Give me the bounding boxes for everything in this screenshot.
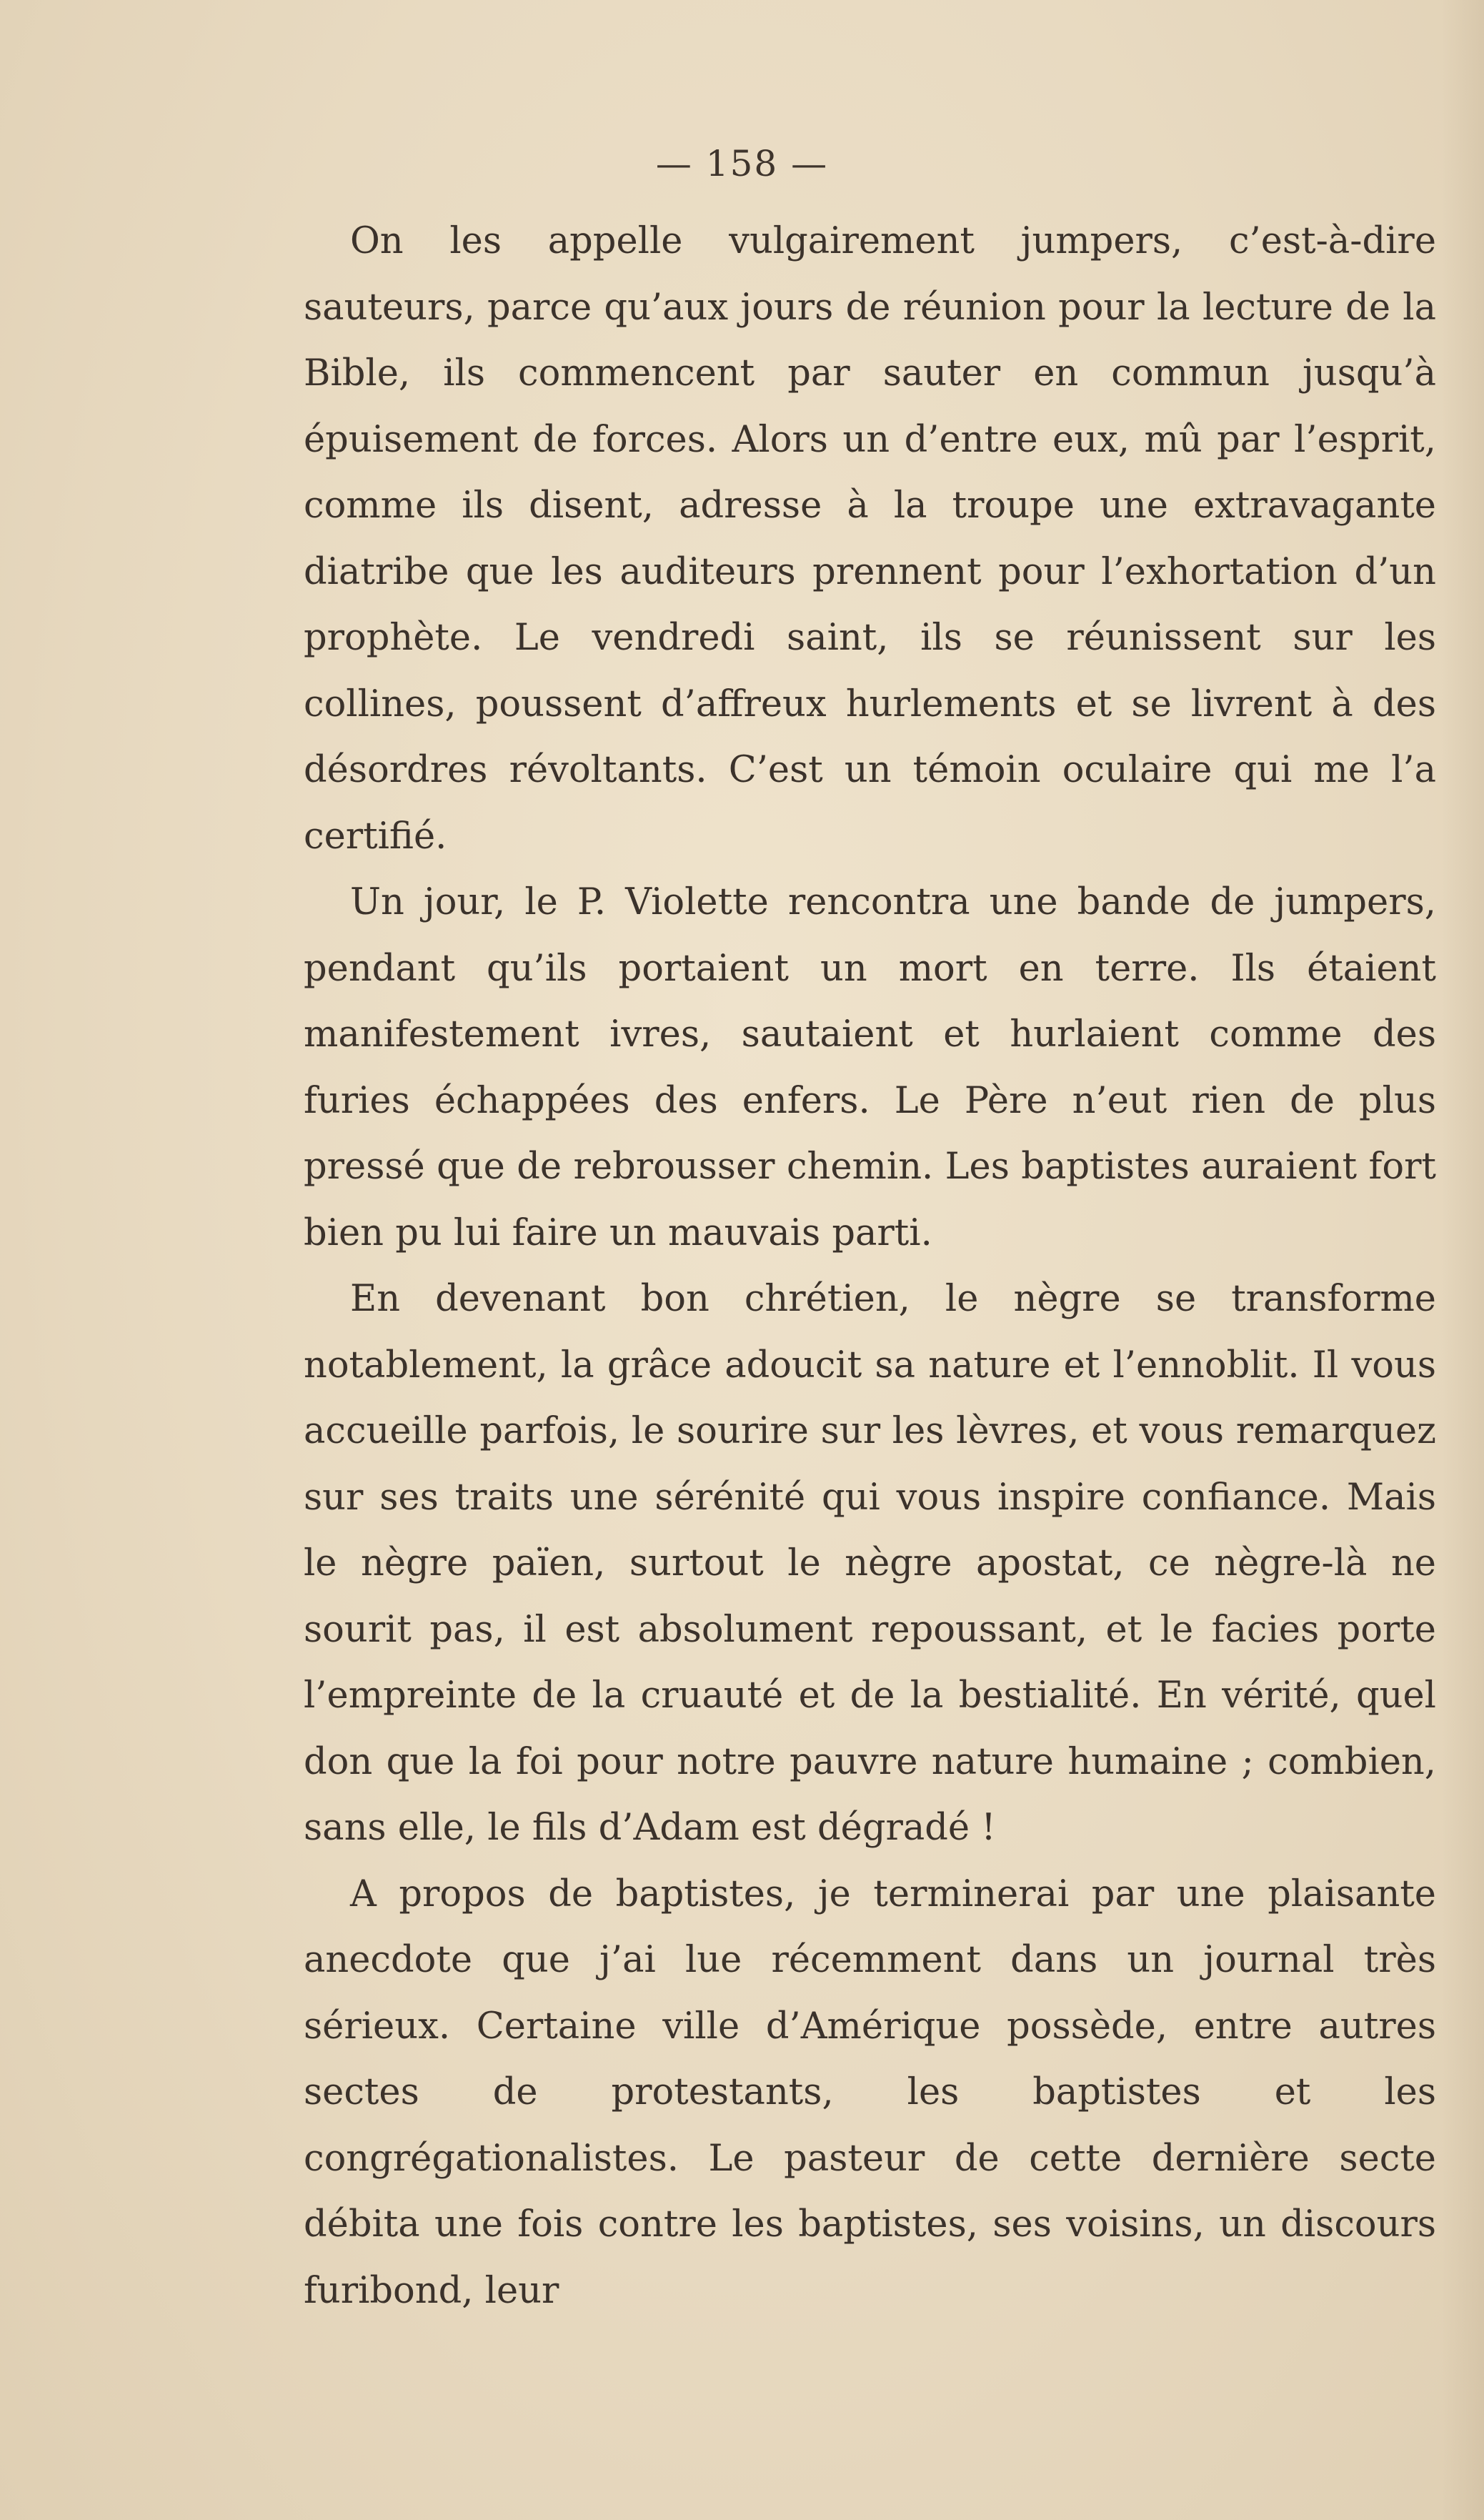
paragraph-christian-transformation: En devenant bon chrétien, le nègre se transforme notablement, la grâce adoucit sa nature et l’ennoblit. Il vous accueille parfois, le sourire sur les lèvres, et vous remarquez sur ses traits une sérénité qui vous inspire confiance. Mais le nègre païen, surtout le nègre apostat, ce nègre-là ne sourit pas, il est absolument repoussant, et le facies porte l’empreinte de la cruauté et de la bestialité. En vérité, quel don que la foi pour notre pauvre nature humaine ; combien, sans elle, le fils d’Adam est dégradé ! [304,1278,1436,1849]
paragraph-father-violette: Un jour, le P. Violette rencontra une bande de jumpers, pendant qu’ils portaient un mort en terre. Ils étaient manifestement ivres, sautaient et hurlaient comme des furies échappées des enfers. Le Père n’eut rien de plus pressé que de rebrousser chemin. Les baptistes auraient fort bien pu lui faire un mauvais parti. [304,881,1436,1254]
paragraph-baptists-anecdote: A propos de baptistes, je terminerai par une plaisante anecdote que j’ai lue récemment dans un journal très sérieux. Certaine ville d’Amérique possède, entre autres sectes de protestants, les baptistes et les congrégationalistes. Le pasteur de cette dernière secte débita une fois contre les baptistes, ses voisins, un discours furibond, leur [304,1872,1436,2312]
paragraph-jumpers-description: On les appelle vulgairement jumpers, c’est-à-dire sauteurs, parce qu’aux jours de réunion pour la lecture de la Bible, ils commencent par sauter en commun jusqu’à épuisement de forces. Alors un d’entre eux, mû par l’esprit, comme ils disent, adresse à la troupe une extravagante diatribe que les auditeurs prennent pour l’exhortation d’un prophète. Le vendredi saint, ils se réunissent sur les collines, poussent d’affreux hurlements et se livrent à des désordres révoltants. C’est un témoin oculaire qui me l’a certifié. [304,220,1436,858]
body-text [304,209,1436,2324]
page-edge-shadow [1441,0,1484,2520]
page-number: — 158 — [655,143,829,184]
